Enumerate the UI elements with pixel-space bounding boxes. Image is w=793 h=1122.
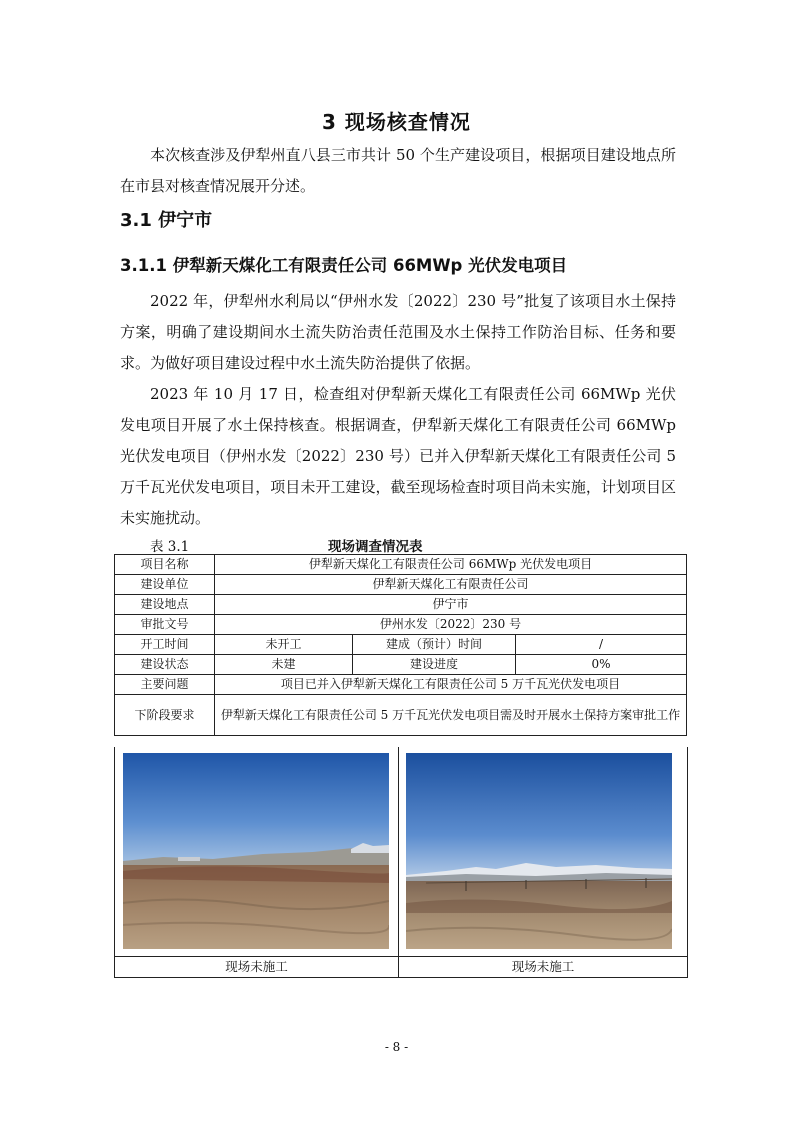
site-photo-right — [406, 753, 672, 949]
body-paragraph: 2023 年 10 月 17 日，检查组对伊犁新天煤化工有限责任公司 66MWp 光伏发电项目开展了水土保持核查。根据调查，伊犁新天煤化工有限责任公司 66MWp 光伏发电项目（伊州水发〔2022〕230 号）已并入伊犁新天煤化工有限责任公司 5 万千瓦光伏发电项目，项目未开工建设，截至现场检查时项目尚未实施，计划项目区未实施扰动。 — [120, 385, 676, 527]
subsubsection-title: 3.1.1 伊犁新天煤化工有限责任公司 66MWp 光伏发电项目 — [120, 256, 568, 275]
table-label-builder: 建设单位 — [115, 575, 215, 595]
photo-grid — [114, 747, 688, 978]
table-label-project-name: 项目名称 — [115, 555, 215, 575]
table-caption-number: 表 3.1 — [150, 539, 190, 555]
table-value-builder: 伊犁新天煤化工有限责任公司 — [215, 575, 687, 595]
table-row — [115, 575, 687, 595]
page-number: - 8 - — [384, 1040, 409, 1054]
table-value-project-name: 伊犁新天煤化工有限责任公司 66MWp 光伏发电项目 — [215, 555, 687, 575]
site-photo-left — [123, 753, 389, 949]
table-label-completion: 建成（预计）时间 — [353, 635, 516, 655]
body-paragraph: 2022 年，伊犁州水利局以“伊州水发〔2022〕230 号”批复了该项目水土保持方案，明确了建设期间水土流失防治责任范围及水土保持工作防治目标、任务和要求。为做好项目建设过程中水土流失防治提供了依据。 — [120, 292, 676, 372]
table-value-progress: 0% — [516, 655, 687, 675]
table-value-approval: 伊州水发〔2022〕230 号 — [215, 615, 687, 635]
section-title: 3 现场核查情况 — [322, 110, 471, 134]
table-label-issue: 主要问题 — [115, 675, 215, 695]
table-value-next: 伊犁新天煤化工有限责任公司 5 万千瓦光伏发电项目需及时开展水土保持方案审批工作 — [215, 695, 687, 736]
table-label-approval: 审批文号 — [115, 615, 215, 635]
photo-caption: 现场未施工 — [225, 959, 288, 974]
table-row — [115, 595, 687, 615]
table-row — [115, 555, 687, 575]
table-label-start: 开工时间 — [115, 635, 215, 655]
survey-table — [114, 554, 687, 736]
photo-divider — [398, 747, 399, 977]
subsection-title: 3.1 伊宁市 — [120, 210, 213, 231]
table-label-progress: 建设进度 — [353, 655, 516, 675]
table-row — [115, 675, 687, 695]
table-caption-title: 现场调查情况表 — [328, 539, 423, 555]
table-row — [115, 615, 687, 635]
table-value-completion: / — [516, 635, 687, 655]
table-value-start: 未开工 — [215, 635, 353, 655]
table-row — [115, 635, 687, 655]
table-value-issue: 项目已并入伊犁新天煤化工有限责任公司 5 万千瓦光伏发电项目 — [215, 675, 687, 695]
table-row — [115, 655, 687, 675]
table-label-location: 建设地点 — [115, 595, 215, 615]
landscape-photo-image — [123, 753, 389, 949]
intro-paragraph: 本次核查涉及伊犁州直八县三市共计 50 个生产建设项目，根据项目建设地点所在市县对核查情况展开分述。 — [120, 146, 676, 195]
photo-caption: 现场未施工 — [511, 959, 575, 974]
table-label-next: 下阶段要求 — [115, 695, 215, 736]
landscape-photo-image — [406, 753, 672, 949]
table-label-status: 建设状态 — [115, 655, 215, 675]
table-value-location: 伊宁市 — [215, 595, 687, 615]
table-value-status: 未建 — [215, 655, 353, 675]
table-row — [115, 695, 687, 736]
